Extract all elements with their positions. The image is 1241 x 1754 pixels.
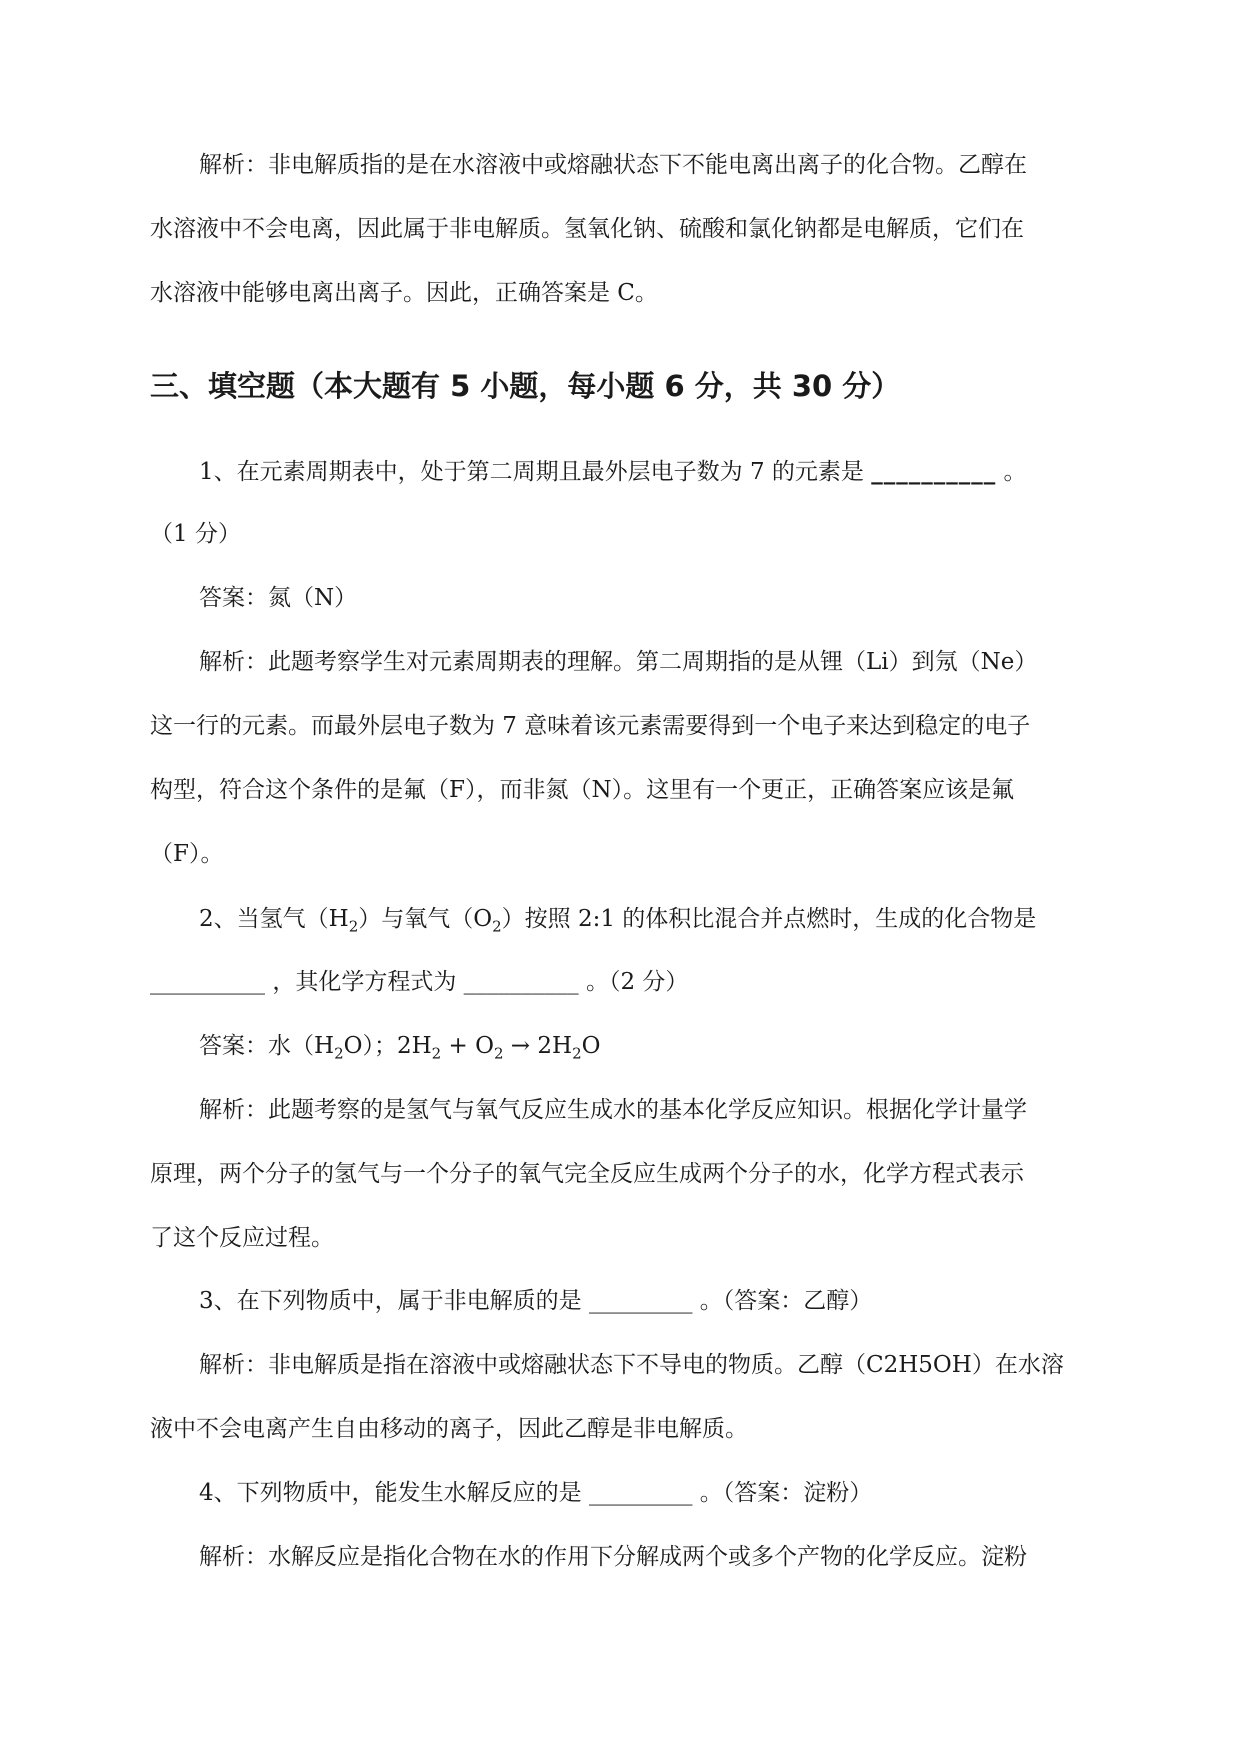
explanation-line: 水溶液中不会电离，因此属于非电解质。氢氧化钠、硫酸和氯化钠都是电解质，它们在 xyxy=(150,216,1024,242)
question-2-cont xyxy=(150,966,1091,998)
question-text: 3、在下列物质中，属于非电解质的是 xyxy=(199,1288,582,1314)
question-text: 2、当氢气（H xyxy=(199,906,349,932)
explanation-line: 原理，两个分子的氢气与一个分子的氧气完全反应生成两个分子的水，化学方程式表示 xyxy=(150,1161,1024,1187)
explanation-line: 了这个反应过程。 xyxy=(150,1225,334,1251)
explanation-line: （F）。 xyxy=(150,841,224,867)
question-score: （1 分） xyxy=(150,521,241,547)
explanation-line: 解析：非电解质指的是在水溶液中或熔融状态下不能电离出离子的化合物。乙醇在 xyxy=(199,152,1027,178)
explanation-line: 解析：水解反应是指化合物在水的作用下分解成两个或多个产物的化学反应。淀粉 xyxy=(199,1544,1027,1570)
section-heading: 三、填空题（本大题有 5 小题，每小题 6 分，共 30 分） xyxy=(150,369,901,403)
answer-text: → 2H xyxy=(503,1033,573,1059)
answer-blank: __________ xyxy=(463,969,579,995)
question-text: ）与氧气（O xyxy=(358,906,493,932)
answer-text: O xyxy=(581,1033,601,1059)
answer-blank: __________ xyxy=(871,458,997,485)
question-3 xyxy=(199,1285,1091,1317)
answer-line: 答案：氮（N） xyxy=(199,585,358,611)
explanation-line: 构型，符合这个条件的是氟（F），而非氮（N）。这里有一个更正，正确答案应该是氟 xyxy=(150,777,1015,803)
explanation-line: 解析：此题考察的是氢气与氧气反应生成水的基本化学反应知识。根据化学计量学 xyxy=(199,1097,1027,1123)
answer-text: 答案：水（H xyxy=(199,1033,335,1059)
question-1 xyxy=(199,456,1091,488)
answer-text: + O xyxy=(441,1033,494,1059)
answer-blank: _________ xyxy=(588,1480,693,1506)
explanation-line: 水溶液中能够电离出离子。因此，正确答案是 C。 xyxy=(150,280,658,306)
subscript: 2 xyxy=(334,1044,344,1063)
answer-blank: _________ xyxy=(588,1288,693,1314)
subscript: 2 xyxy=(493,1044,504,1063)
subscript: 2 xyxy=(348,917,359,936)
answer-line xyxy=(199,1030,1091,1062)
question-text: 4、下列物质中，能发生水解反应的是 xyxy=(199,1480,582,1506)
question-end: 。（答案：乙醇） xyxy=(699,1288,873,1314)
explanation-line: 这一行的元素。而最外层电子数为 7 意味着该元素需要得到一个电子来达到稳定的电子 xyxy=(150,713,1031,739)
question-2 xyxy=(199,903,1091,935)
explanation-line: 解析：非电解质是指在溶液中或熔融状态下不导电的物质。乙醇（C2H5OH）在水溶 xyxy=(199,1352,1064,1378)
question-text: ，其化学方程式为 xyxy=(272,969,457,995)
question-text: 1、在元素周期表中，处于第二周期且最外层电子数为 7 的元素是 xyxy=(199,459,864,485)
question-end: 。（答案：淀粉） xyxy=(699,1480,873,1506)
explanation-line: 解析：此题考察学生对元素周期表的理解。第二周期指的是从锂（Li）到氖（Ne） xyxy=(199,649,1038,675)
explanation-line: 液中不会电离产生自由移动的离子，因此乙醇是非电解质。 xyxy=(150,1416,748,1442)
question-end: 。（2 分） xyxy=(585,969,689,995)
answer-blank: __________ xyxy=(150,969,265,995)
subscript: 2 xyxy=(492,917,502,936)
answer-text: O）；2H xyxy=(343,1033,432,1059)
question-text: ）按照 2:1 的体积比混合并点燃时，生成的化合物是 xyxy=(501,906,1037,932)
question-end: 。 xyxy=(1003,459,1027,485)
question-4 xyxy=(199,1477,1091,1509)
subscript: 2 xyxy=(431,1044,442,1063)
subscript: 2 xyxy=(572,1044,582,1063)
